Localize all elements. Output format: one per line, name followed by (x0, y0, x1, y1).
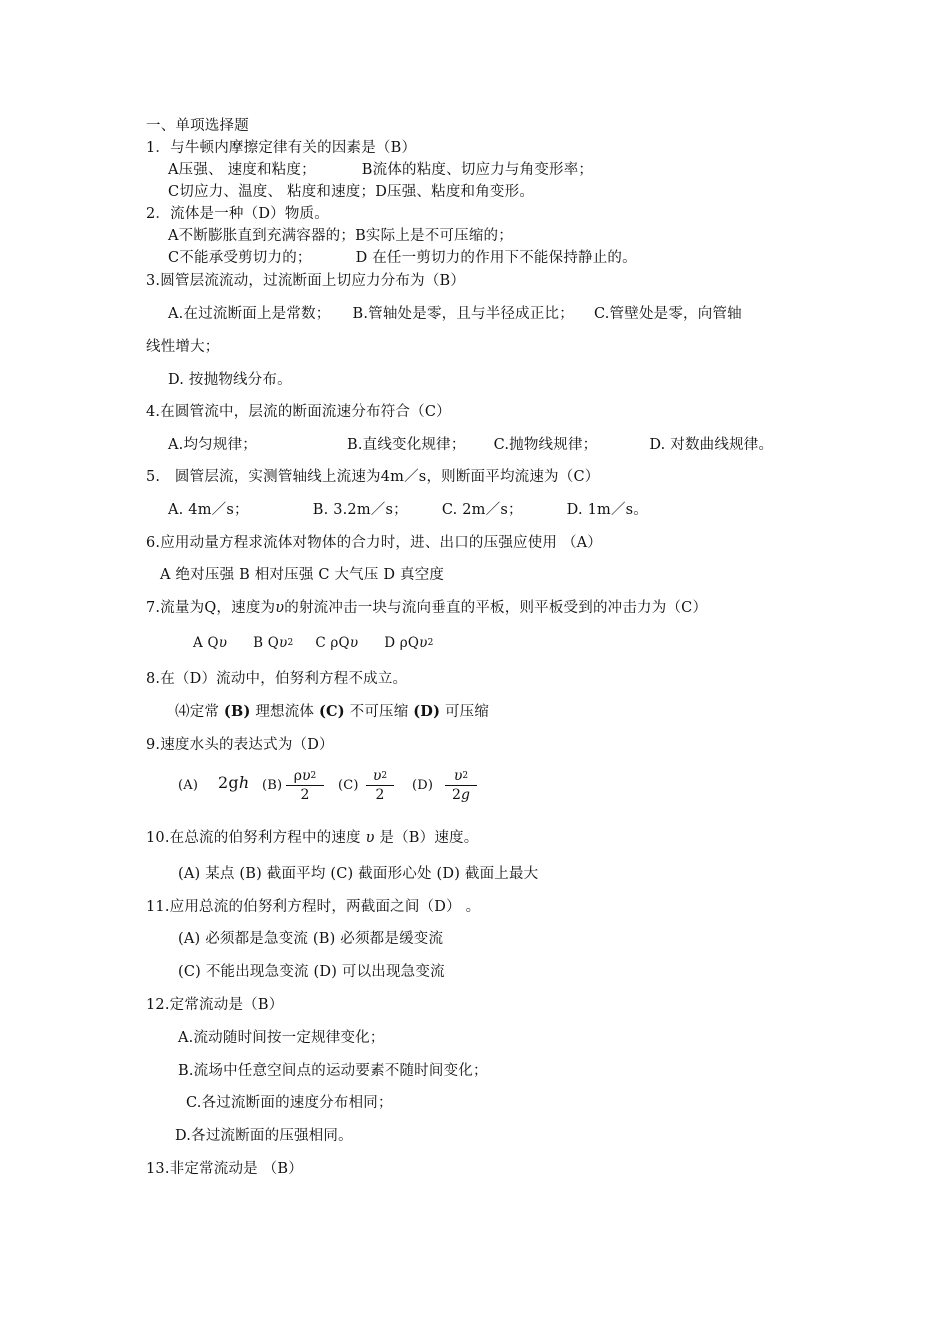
question-5-option-b: B. 3.2m／s； (312, 502, 408, 518)
question-5-option-a: A. 4m／s； (168, 502, 249, 518)
question-6-stem: 6.应用动量方程求流体对物体的合力时，进、出口的压强应使用 （A） (146, 535, 603, 551)
question-3-option-a: A.在过流断面上是常数； (168, 306, 331, 322)
question-4-options (168, 435, 773, 455)
question-12-stem: 12.定常流动是（B） (146, 997, 284, 1013)
question-4-stem: 4.在圆管流中，层流的断面流速分布符合（C） (146, 404, 451, 420)
question-1-option-b: B流体的粘度、切应力与角变形率； (361, 162, 594, 178)
question-2-option-c: C不能承受剪切力的； (168, 250, 312, 266)
question-7-options (193, 633, 434, 653)
question-6-options: A 绝对压强 B 相对压强 C 大气压 D 真空度 (160, 567, 445, 583)
question-3-option-c: C.管壁处是零，向管轴 (593, 306, 742, 322)
question-9-option-d-label: (D) (412, 778, 434, 793)
question-5-option-d: D. 1m／s。 (566, 502, 648, 518)
question-8-stem: 8.在（D）流动中，伯努利方程不成立。 (146, 671, 408, 687)
question-1-stem: 1．与牛顿内摩擦定律有关的因素是（B） (146, 140, 417, 156)
question-5-stem: 5. 圆管层流，实测管轴线上流速为4m／s，则断面平均流速为（C） (146, 469, 600, 485)
question-11-stem: 11.应用总流的伯努利方程时，两截面之间（D） 。 (146, 899, 481, 915)
question-11-options-row-1: (A) 必须都是急变流 (B) 必须都是缓变流 (178, 931, 444, 947)
question-7-option-b: B $Q\upsilon^2$ (253, 635, 294, 651)
question-2-options-row-1: A不断膨胀直到充满容器的；B实际上是不可压缩的； (168, 228, 513, 244)
question-3-option-b: B.管轴处是零，且与半径成正比； (352, 306, 574, 322)
velocity-symbol: υ (275, 600, 285, 616)
question-10-stem: 10.在总流的伯努利方程中的速度 υ 是（B）速度。 (146, 830, 479, 846)
question-7-option-a: A Qυ (193, 635, 228, 651)
question-4-option-c: C.抛物线规律； (493, 437, 598, 453)
question-7-stem: 7.流量为Q，速度为υ的射流冲击一块与流向垂直的平板，则平板受到的冲击力为（C） (146, 600, 708, 616)
question-9-option-a-expr: 2gh (218, 773, 250, 792)
question-4-option-a: A.均匀规律； (168, 437, 257, 453)
question-11-options-row-2: (C) 不能出现急变流 (D) 可以出现急变流 (178, 964, 445, 980)
question-10-options: (A) 某点 (B) 截面平均 (C) 截面形心处 (D) 截面上最大 (178, 866, 539, 882)
question-12-option-b: B.流场中任意空间点的运动要素不随时间变化； (178, 1063, 488, 1079)
question-3-options-row-2: 线性增大； (146, 339, 220, 355)
question-3-option-d: D. 按抛物线分布。 (168, 372, 292, 388)
question-2-option-d: D 在任一剪切力的作用下不能保持静止的。 (355, 250, 637, 266)
question-12-option-a: A.流动随时间按一定规律变化； (178, 1030, 385, 1046)
question-4-option-d: D. 对数曲线规律。 (649, 437, 774, 453)
question-13-stem: 13.非定常流动是 （B） (146, 1161, 303, 1177)
question-9-stem: 9.速度水头的表达式为（D） (146, 737, 334, 753)
question-12-option-c: C.各过流断面的速度分布相同； (186, 1095, 393, 1111)
question-1-options-row-1 (168, 160, 593, 180)
question-9-option-d-fraction: $\frac{\upsilon^2}{2g}$ (445, 768, 477, 805)
question-2-options-row-2 (168, 248, 637, 268)
question-5-options (168, 500, 648, 520)
question-12-option-d: D.各过流断面的压强相同。 (175, 1128, 353, 1144)
question-9-option-b-fraction: $\frac{\rho\upsilon^2}{2}$ (286, 768, 324, 805)
question-1-options-row-2: C切应力、温度、 粘度和速度；D压强、粘度和角变形。 (168, 184, 535, 200)
question-9-option-a-label: (A) (178, 778, 199, 793)
question-9-option-c-label: (C) (338, 778, 359, 793)
question-3-options-row-1 (168, 304, 742, 324)
question-9-option-b-label: (B) (262, 778, 283, 793)
question-3-stem: 3.圆管层流流动，过流断面上切应力分布为（B） (146, 273, 466, 289)
section-title: 一、单项选择题 (146, 118, 249, 134)
question-1-option-a: A压强、 速度和粘度； (168, 162, 316, 178)
question-2-stem: 2．流体是一种（D）物质。 (146, 206, 329, 222)
question-5-option-c: C. 2m／s； (441, 502, 523, 518)
question-7-option-d: D ρQυ$^2$ (384, 635, 434, 651)
question-7-option-c: C ρQυ (315, 635, 359, 651)
question-9-option-c-fraction: $\frac{\upsilon^2}{2}$ (366, 768, 394, 805)
question-8-options: ⑷定常 (B) 理想流体 (C) 不可压缩 (D) 可压缩 (175, 703, 490, 720)
question-4-option-b: B.直线变化规律； (346, 437, 466, 453)
